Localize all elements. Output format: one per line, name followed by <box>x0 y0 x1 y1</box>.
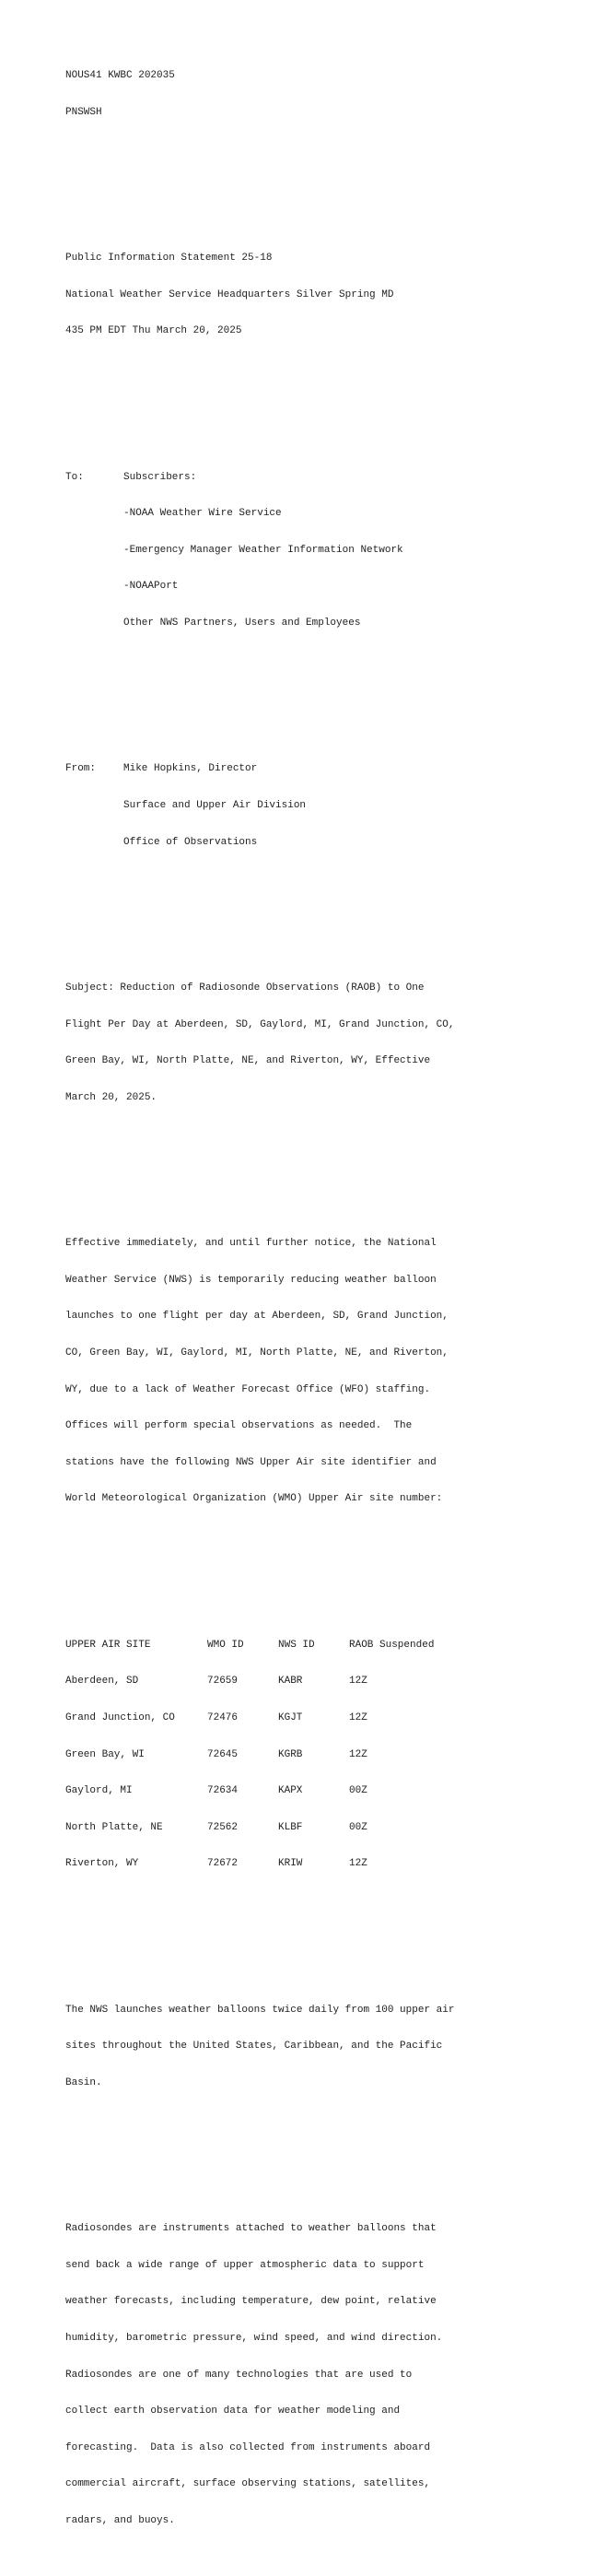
paragraph-line: weather forecasts, including temperature, dew point, relative <box>65 2296 437 2308</box>
wmo-id: 72562 <box>207 1821 239 1833</box>
site-name: Gaylord, MI <box>65 1785 133 1797</box>
paragraph-line: WY, due to a lack of Weather Forecast Office (WFO) staffing. <box>65 1383 431 1395</box>
nws-id: KAPX <box>278 1785 303 1797</box>
to-line: -NOAA Weather Wire Service <box>123 508 282 520</box>
nws-id: KABR <box>278 1676 303 1688</box>
paragraph-line: forecasting. Data is also collected from instruments aboard <box>65 2441 431 2453</box>
table-row <box>65 1785 590 1797</box>
column-header: NWS ID <box>278 1639 315 1651</box>
statement-number: Public Information Statement 25-18 <box>65 253 273 265</box>
raob-suspended: 12Z <box>349 1748 367 1760</box>
to-line: -NOAAPort <box>123 581 179 593</box>
paragraph-line: Weather Service (NWS) is temporarily reducing weather balloon <box>65 1274 437 1286</box>
paragraph-line: Effective immediately, and until further notice, the National <box>65 1238 437 1250</box>
paragraph-line: Offices will perform special observations as needed. The <box>65 1420 413 1432</box>
raob-suspended: 00Z <box>349 1821 367 1833</box>
column-header: RAOB Suspended <box>349 1639 435 1651</box>
table-row <box>65 1858 590 1870</box>
column-header: UPPER AIR SITE <box>65 1639 151 1651</box>
paragraph-line: Basin. <box>65 2076 102 2088</box>
from-block <box>65 739 590 873</box>
wmo-id: 72476 <box>207 1711 239 1723</box>
paragraph-line: stations have the following NWS Upper Air site identifier and <box>65 1456 437 1468</box>
table-row <box>65 1822 590 1834</box>
product-header <box>65 46 590 144</box>
subject-line: March 20, 2025. <box>65 1091 157 1103</box>
from-line: Mike Hopkins, Director <box>123 763 258 775</box>
paragraph-line: World Meteorological Organization (WMO) Upper Air site number: <box>65 1493 443 1505</box>
issue-time: 435 PM EDT Thu March 20, 2025 <box>65 325 242 337</box>
nws-id: KRIW <box>278 1858 303 1870</box>
site-name: Aberdeen, SD <box>65 1676 139 1688</box>
subject-line: Subject: Reduction of Radiosonde Observations (RAOB) to One <box>65 982 425 994</box>
site-name: North Platte, NE <box>65 1821 163 1833</box>
paragraph-line: send back a wide range of upper atmospheric data to support <box>65 2259 425 2271</box>
paragraph-line: radars, and buoys. <box>65 2515 175 2527</box>
table-header-row <box>65 1640 590 1652</box>
paragraph-line: Radiosondes are instruments attached to weather balloons that <box>65 2223 437 2235</box>
paragraph-effective <box>65 1214 590 1530</box>
subject-block <box>65 959 590 1129</box>
from-label: From: <box>65 763 97 775</box>
wmo-id: 72634 <box>207 1785 239 1797</box>
subject-line: Green Bay, WI, North Platte, NE, and Riverton, WY, Effective <box>65 1055 431 1067</box>
to-line: Subscribers: <box>123 471 197 483</box>
issuing-office: National Weather Service Headquarters Silver Spring MD <box>65 288 394 300</box>
paragraph-line: collect earth observation data for weather modeling and <box>65 2405 401 2417</box>
raob-suspended: 00Z <box>349 1785 367 1797</box>
station-table <box>65 1615 590 1895</box>
table-row <box>65 1712 590 1724</box>
wmo-header: NOUS41 KWBC 202035 <box>65 70 175 82</box>
table-row <box>65 1676 590 1688</box>
paragraph-line: sites throughout the United States, Caribbean, and the Pacific <box>65 2041 443 2053</box>
raob-suspended: 12Z <box>349 1858 367 1870</box>
site-name: Riverton, WY <box>65 1858 139 1870</box>
paragraph-line: commercial aircraft, surface observing stations, satellites, <box>65 2478 431 2490</box>
to-line: Other NWS Partners, Users and Employees <box>123 617 361 629</box>
subject-line: Flight Per Day at Aberdeen, SD, Gaylord, MI, Grand Junction, CO, <box>65 1018 455 1030</box>
paragraph-line: humidity, barometric pressure, wind speed, and wind direction. <box>65 2333 443 2345</box>
paragraph-radiosondes <box>65 2199 590 2552</box>
nws-id: KGRB <box>278 1748 303 1760</box>
from-line: Office of Observations <box>123 836 258 848</box>
wmo-id: 72672 <box>207 1858 239 1870</box>
wmo-id: 72659 <box>207 1676 239 1688</box>
column-header: WMO ID <box>207 1639 244 1651</box>
raob-suspended: 12Z <box>349 1711 367 1723</box>
wmo-id: 72645 <box>207 1748 239 1760</box>
raob-suspended: 12Z <box>349 1676 367 1688</box>
paragraph-line: Radiosondes are one of many technologies that are used to <box>65 2369 413 2381</box>
nws-id: KGJT <box>278 1711 303 1723</box>
statement-title <box>65 229 590 362</box>
paragraph-line: CO, Green Bay, WI, Gaylord, MI, North Platte, NE, and Riverton, <box>65 1347 449 1359</box>
paragraph-launches <box>65 1980 590 2113</box>
awips-id: PNSWSH <box>65 106 102 118</box>
nws-id: KLBF <box>278 1821 303 1833</box>
to-line: -Emergency Manager Weather Information Network <box>123 544 403 556</box>
site-name: Grand Junction, CO <box>65 1711 175 1723</box>
paragraph-line: launches to one flight per day at Aberdeen, SD, Grand Junction, <box>65 1311 449 1323</box>
site-name: Green Bay, WI <box>65 1748 145 1760</box>
table-row <box>65 1749 590 1761</box>
paragraph-line: The NWS launches weather balloons twice daily from 100 upper air <box>65 2004 455 2016</box>
document <box>65 9 590 2576</box>
to-label: To: <box>65 471 84 483</box>
from-line: Surface and Upper Air Division <box>123 799 307 811</box>
to-block <box>65 447 590 653</box>
